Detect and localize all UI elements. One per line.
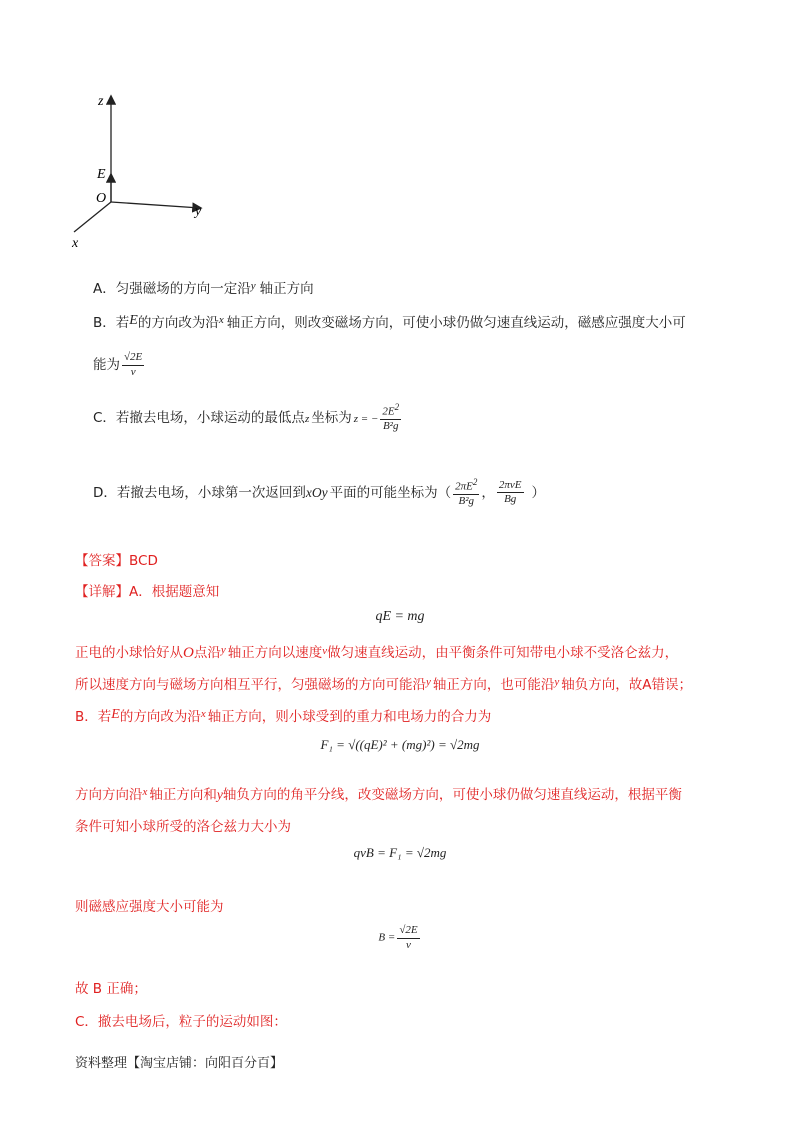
equation-2: F₁ = √((qE)² + (mg)²) = √2mg	[320, 737, 480, 752]
detail-p5: 条件可知小球所受的洛仑兹力大小为	[75, 819, 291, 835]
answer: 【答案】BCD	[75, 553, 158, 569]
equation-4: B = $\frac{√2E}{v}$	[378, 924, 418, 951]
detail-p8: C．撤去电场后，粒子的运动如图：	[75, 1014, 287, 1030]
detail-intro: 【详解】A．根据题意知	[75, 584, 220, 600]
option-b-line2: 能为 $\frac{√2E}{v}$	[93, 351, 143, 378]
y-axis	[111, 202, 200, 208]
detail-p4: 方向方向沿$^x$ 轴正方向和y轴负方向的角平分线，改变磁场方向，可使小球仍做匀速直线运动，根据平衡	[75, 786, 682, 803]
axes-diagram	[60, 85, 220, 255]
option-b-line1: B．若E的方向改为沿$^x$ 轴正方向，则改变磁场方向，可使小球仍做匀速直线运动，磁感应强度大小可	[93, 313, 686, 331]
y-label: y	[195, 204, 202, 219]
detail-p3: B．若E的方向改为沿$^x$ 轴正方向，则小球受到的重力和电场力的合力为	[75, 707, 492, 725]
detail-p2: 所以速度方向与磁场方向相互平行，匀强磁场的方向可能沿$^y$ 轴正方向，也可能沿$^y$ 轴负方向，故A错误；	[75, 676, 693, 693]
o-label: O	[96, 191, 107, 206]
option-c: C．若撤去电场，小球运动的最低点z 坐标为 z = − $\frac{2E^2}{\text{B²g}}$	[93, 402, 400, 433]
option-d: D．若撤去电场，小球第一次返回到xOy 平面的可能坐标为（ $\frac{2\pi E^2}{\text{B²g}}$ ， $\frac{\text{2πvE}}{Bg}$ ）	[93, 477, 545, 508]
equation-3: qvB = F₁ = √2mg	[353, 845, 447, 860]
option-a: A．匀强磁场的方向一定沿$^y$ 轴正方向	[93, 280, 314, 297]
z-label: z	[98, 94, 104, 109]
x-axis	[74, 202, 111, 232]
e-label: E	[97, 167, 106, 182]
x-label: x	[72, 236, 79, 251]
detail-p6: 则磁感应强度大小可能为	[75, 899, 224, 915]
footer: 资料整理【淘宝店铺：向阳百分百】	[75, 1056, 284, 1071]
detail-p7: 故 B 正确；	[75, 981, 147, 997]
detail-p1: 正电的小球恰好从O点沿$^y$ 轴正方向以速度$^v$做匀速直线运动，由平衡条件可知带电小球不受洛仑兹力，	[75, 644, 679, 661]
equation-1: qE = mg	[375, 609, 425, 624]
